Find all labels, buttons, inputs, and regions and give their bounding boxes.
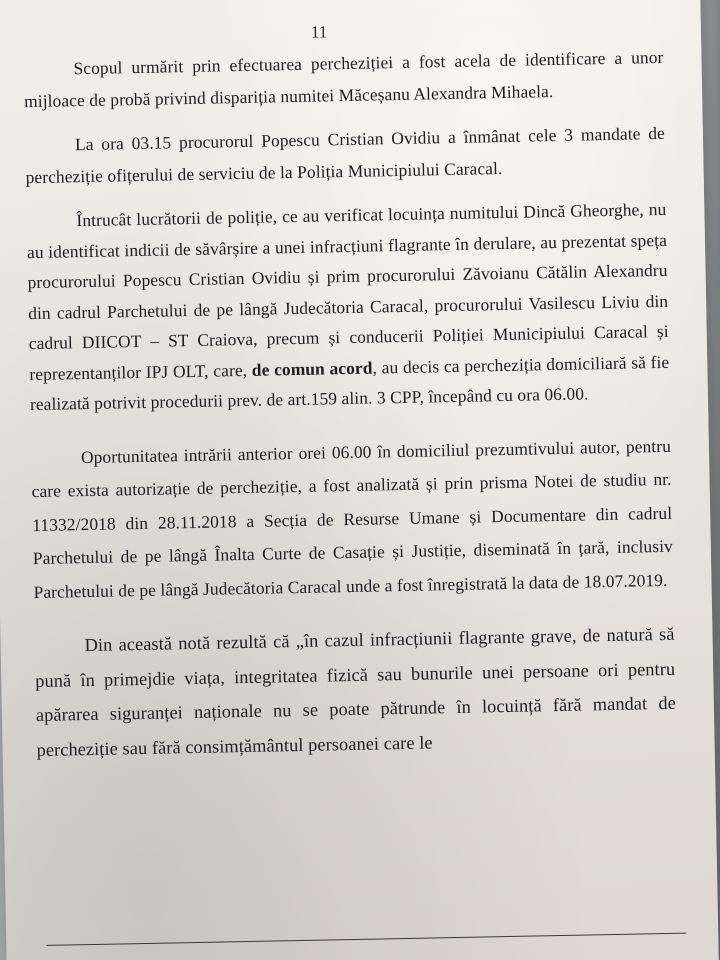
paragraph-police-decision-end: , au decis ca percheziția domiciliară să fie realizată potrivit procedurii prev. de art.159 alin. 3 CPP, începând cu ora 06.00. bbox=[29, 351, 670, 415]
paragraph-police-decision-start: Întrucât lucrătorii de poliție, ce au verificat locuința numitului Dincă Gheorghe, nu au identificat indicii de săvârșire a unei infracțiuni flagrante în derulare, au prezentat speța procurorului Popescu Cristian Ovidiu și prim procurorului Zăvoianu Cătălin Alexandru din cadrul Parchetului de pe lângă Judecătoria Caracal, procurorului Vasilescu Liviu din cadrul DIICOT – ST Craiova, precum și conducerii Poliției Municipiului Caracal și reprezentanților IPJ OLT, care, bbox=[26, 198, 669, 384]
paragraph-warrants-handover: La ora 03.15 procurorul Popescu Cristian Ovidiu a înmânat cele 3 mandate de percheziție ofițerului de serviciu de la Poliția Municipiului Caracal. bbox=[25, 122, 666, 187]
paragraph-note-conclusion: Din această notă rezultă că „în cazul infracțiunii flagrante grave, de natură să pună în primejdie viața, integritatea fizică sau bunurile unei persoane ori pentru apărarea siguranței naționale nu se poate pătrunde în locuință fără mandat de percheziție sau fără consimțământul persoanei care le bbox=[35, 623, 677, 760]
paragraph-search-purpose: Scopul urmărit prin efectuarea percheziției a fost acela de identificare a unor mijloace de probă privind dispariția numitei Măceșanu Alexandra Mihaela. bbox=[23, 46, 664, 111]
page-number: 11 bbox=[310, 22, 328, 42]
paragraph-entry-opportunity: Oportunitatea intrării anterior orei 06.00 în domiciliul prezumtivului autor, pentru care exista autorizație de percheziție, a fost analizată și prin prisma Notei de studiu nr. 11332/2018 din 28.11.2018 a Secția de Resurse Umane și Documentare din cadrul Parchetului de pe lângă Înalta Curte de Casație și Justiție, diseminată în țară, inclusiv Parchetului de pe lângă Judecătoria Caracal unde a fost înregistrată la data de 18.07.2019. bbox=[31, 435, 673, 602]
footnote-separator-line bbox=[46, 933, 686, 946]
document-body bbox=[23, 42, 677, 780]
bold-phrase-common-agreement: de comun acord bbox=[251, 357, 373, 380]
paragraph-police-decision bbox=[26, 194, 670, 420]
